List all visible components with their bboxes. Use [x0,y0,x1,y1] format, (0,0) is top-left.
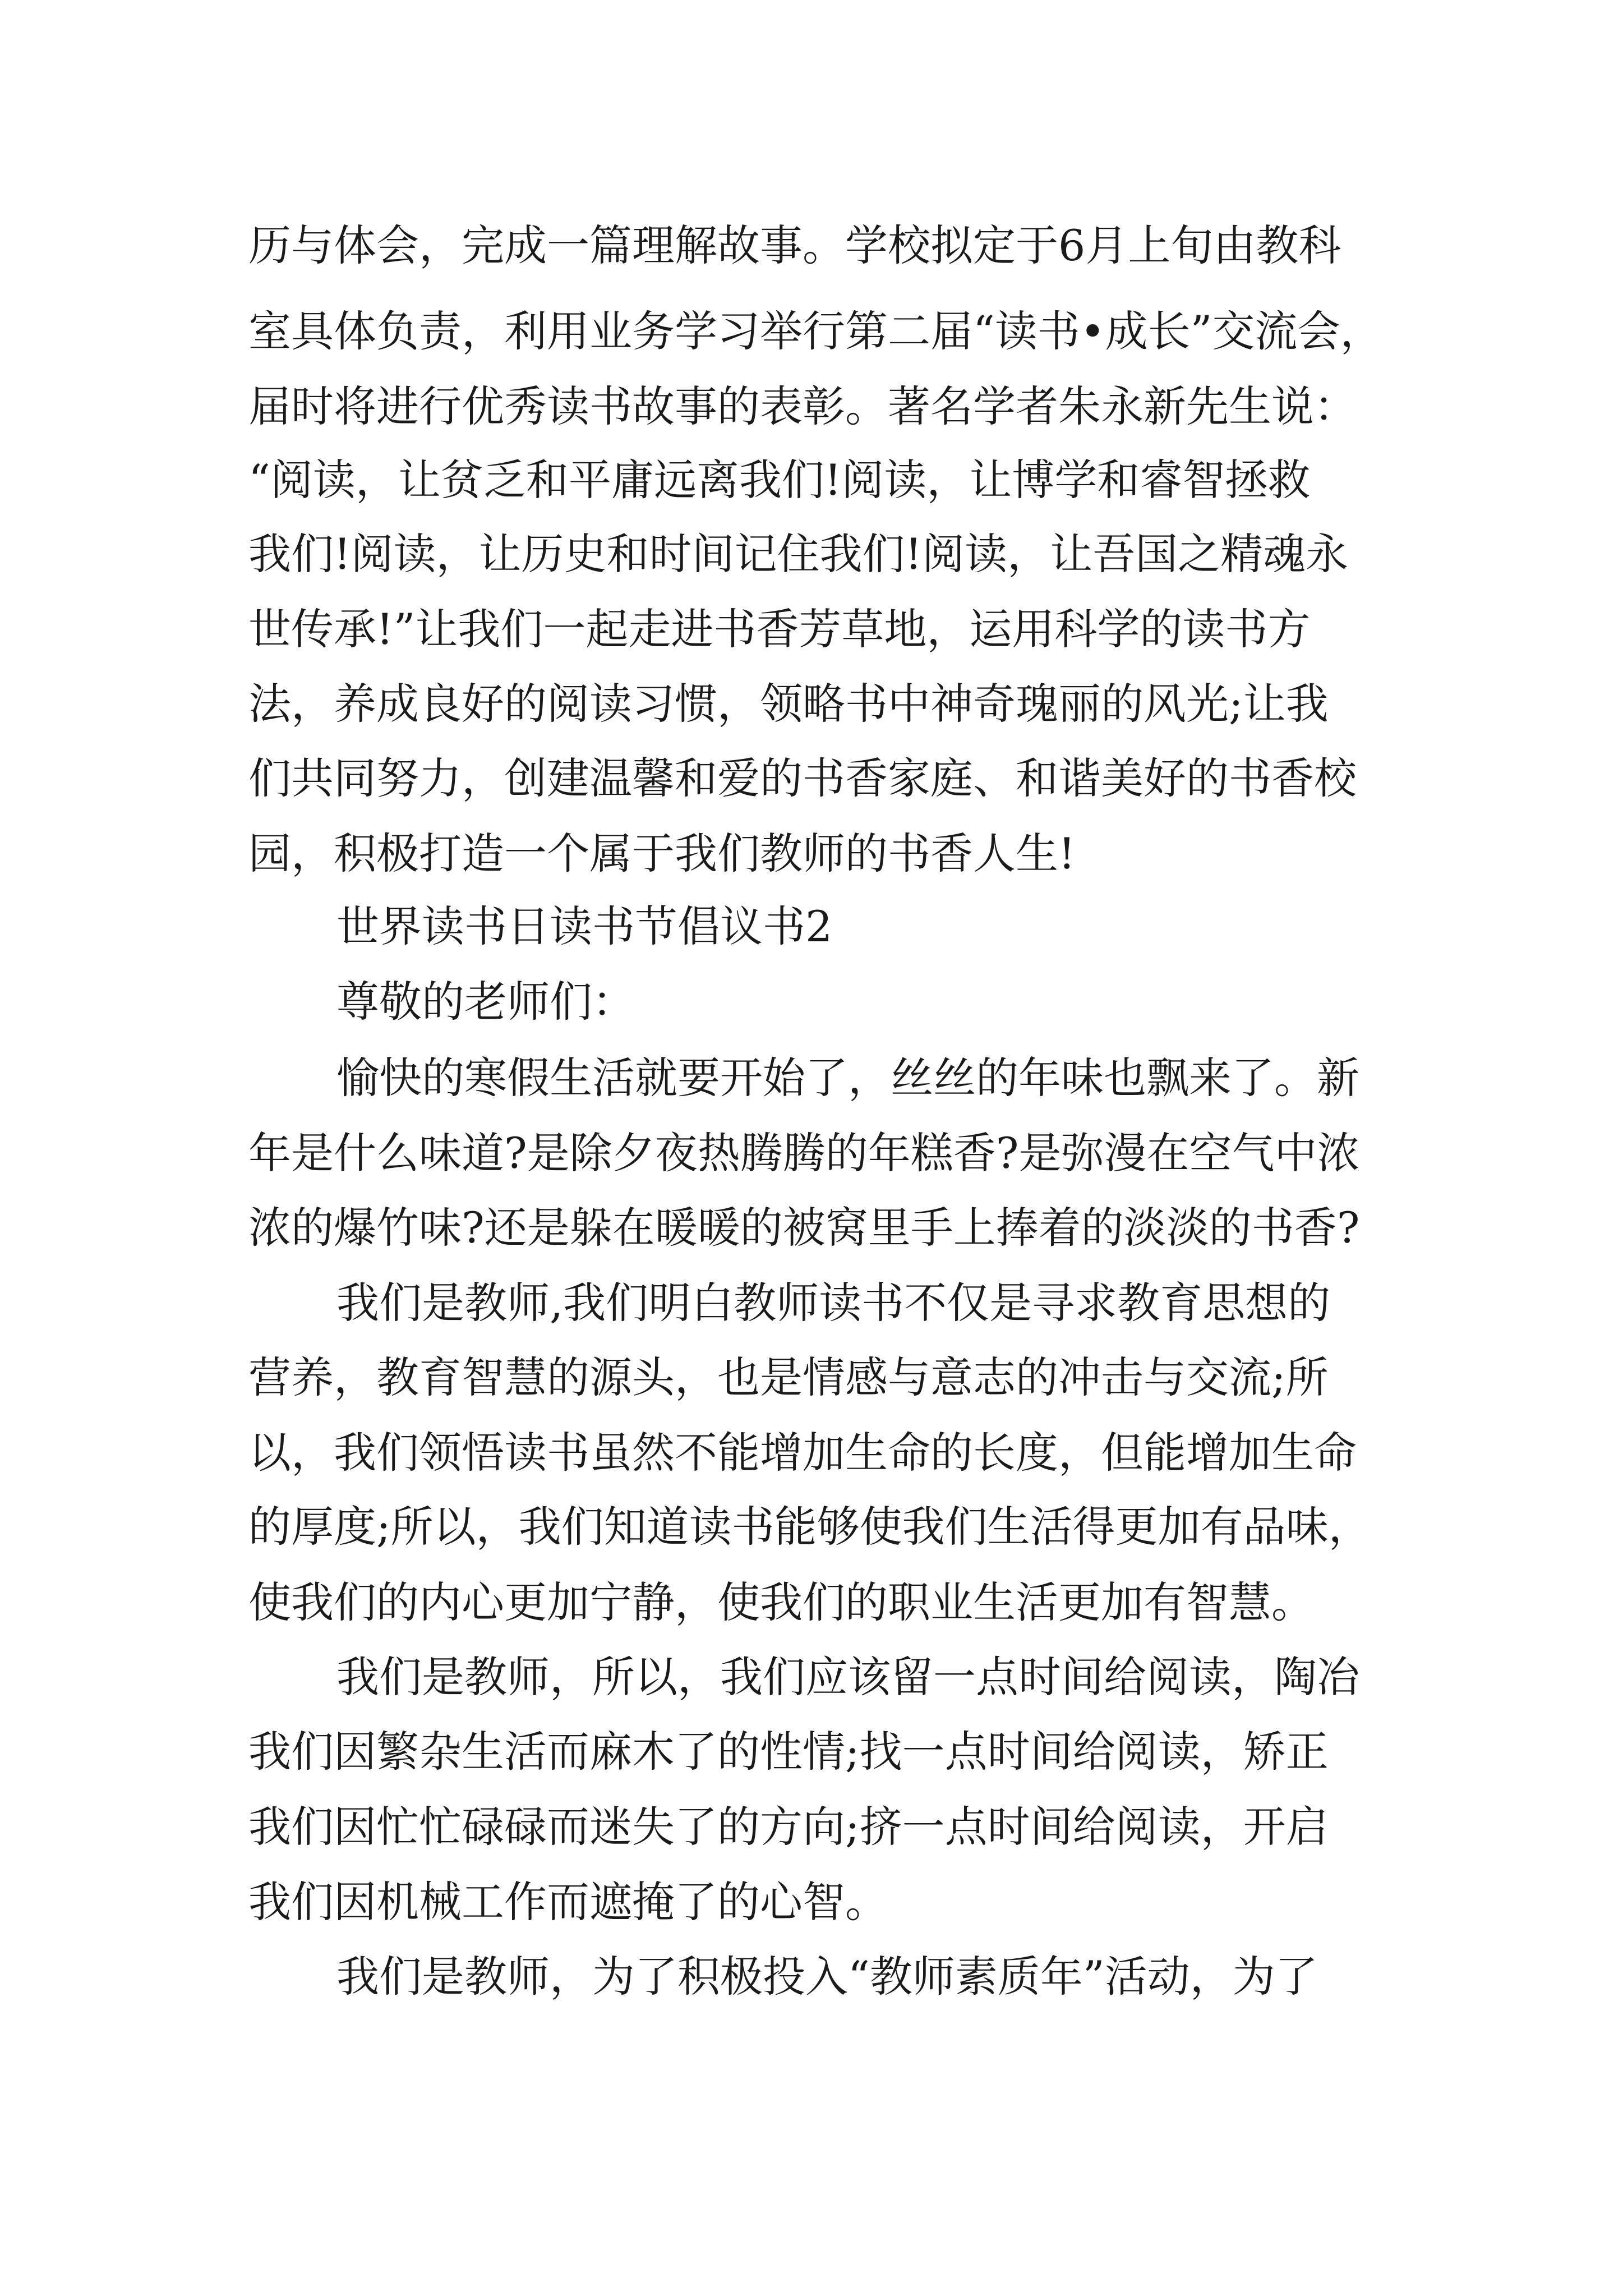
text-line-6: 世传承!”让我们一起走进书香芳草地，运用科学的读书方 [248,604,1311,654]
text-line-8: 们共同努力，创建温馨和爱的书香家庭、和谐美好的书香校 [248,753,1357,803]
text-line-3: 届时将进行优秀读书故事的表彰。著名学者朱永新先生说： [248,381,1357,431]
salutation: 尊敬的老师们： [336,977,635,1027]
text-line-19: 使我们的内心更加宁静，使我们的职业生活更加有智慧。 [248,1577,1314,1627]
text-line-18: 的厚度;所以，我们知道读书能够使我们生活得更加有品味， [248,1502,1371,1552]
text-line-20: 我们是教师，所以，我们应该留一点时间给阅读，陶冶 [336,1652,1359,1702]
text-line-13: 年是什么味道?是除夕夜热腾腾的年糕香?是弥漫在空气中浓 [248,1128,1360,1178]
text-line-4: “阅读，让贫乏和平庸远离我们!阅读，让博学和睿智拯救 [248,455,1311,505]
text-line-12: 愉快的寒假生活就要开始了，丝丝的年味也飘来了。新 [336,1053,1359,1103]
section-title: 世界读书日读书节倡议书2 [336,901,833,951]
text-line-16: 营养，教育智慧的源头，也是情感与意志的冲击与交流;所 [248,1352,1329,1402]
text-line-9: 园，积极打造一个属于我们教师的书香人生! [248,829,1076,878]
text-line-15: 我们是教师,我们明白教师读书不仅是寻求教育思想的 [336,1278,1331,1328]
text-line-23: 我们因机械工作而遮掩了的心智。 [248,1877,888,1927]
text-line-21: 我们因繁杂生活而麻木了的性情;找一点时间给阅读，矫正 [248,1727,1329,1777]
text-line-22: 我们因忙忙碌碌而迷失了的方向;挤一点时间给阅读，开启 [248,1802,1329,1852]
text-line-17: 以，我们领悟读书虽然不能增加生命的长度，但能增加生命 [248,1428,1357,1478]
text-line-1: 历与体会，完成一篇理解故事。学校拟定于6月上旬由教科 [248,220,1341,270]
text-line-5: 我们!阅读，让历史和时间记住我们!阅读，让吾国之精魂永 [248,529,1349,579]
text-line-2: 室具体负责，利用业务学习举行第二届“读书•成长”交流会， [248,306,1383,356]
text-line-24: 我们是教师，为了积极投入“教师素质年”活动，为了 [336,1952,1318,2001]
text-line-7: 法，养成良好的阅读习惯，领略书中神奇瑰丽的风光;让我 [248,679,1329,729]
text-line-14: 浓的爆竹味?还是躲在暖暖的被窝里手上捧着的淡淡的书香? [248,1203,1360,1253]
